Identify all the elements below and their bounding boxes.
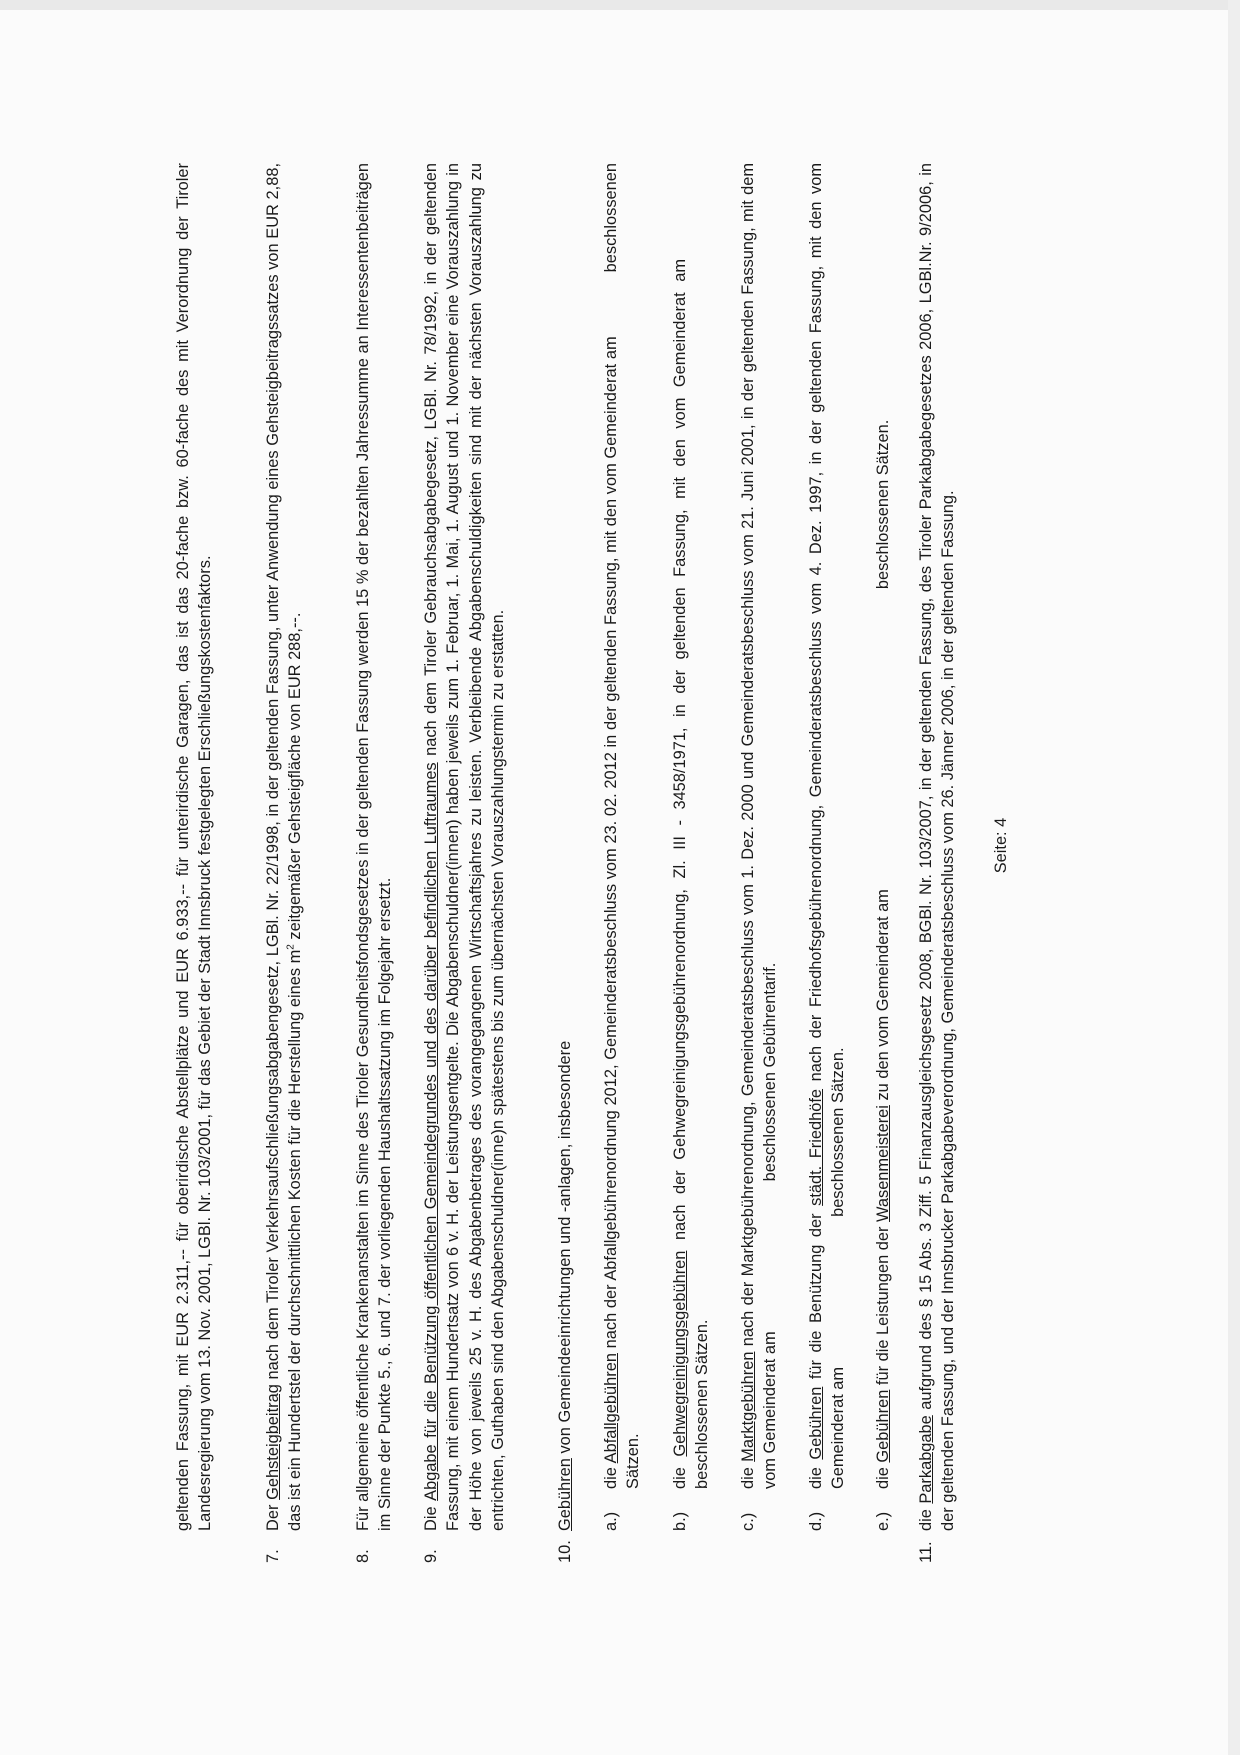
sub-tail: beschlossenen Sätzen. — [693, 1319, 712, 1489]
sub-tail: beschlossenen Gebührentarif. — [761, 962, 780, 1182]
underlined-term: städt. Friedhöfe — [807, 1088, 825, 1206]
underlined-term: Gehsteigbeitrag — [264, 1384, 282, 1500]
item-number: 10. — [556, 1540, 574, 1563]
sub-letter: d.) — [807, 1511, 825, 1531]
underlined-term: Marktgebühren — [739, 1351, 757, 1462]
underlined-term: Gebühren — [556, 1458, 574, 1531]
underlined-term: Wasenmeisterei — [874, 1105, 892, 1222]
item-text: die Parkabgabe aufgrund des § 15 Abs. 3 Ziff. 5 Finanzausgleichsgesetz 2008, BGBl. Nr. 103/2007, in der geltenden Fassung, des Tiroler Parkabgabegesetzes 2006, LGBl.Nr. 9/2006, in der geltenden Fassung, und der Innsbrucker Parkabgabeverordnung, Gemeinderatsbeschluss vom 26. Jänner 2006, in der geltenden Fassung. — [917, 163, 958, 1531]
sub-text: die Gehwegreinigungsgebühren nach der Gehwegreinigungsgebührenordnung, Zl. III - 3458/1971, in der geltenden Fassung, mit den vom Gemeinderat ambeschlossenen Sätzen. — [671, 259, 712, 1489]
sub-text: die Abfallgebühren nach der Abfallgebührenordnung 2012, Gemeinderatsbeschluss vom 23. 02. 2012 in der geltenden Fassung, mit den vom Gemeinderat ambeschlossenen Sätzen. — [602, 163, 643, 1489]
underlined-term: Abgabe für die Benützung öffentlichen Gemeindegrundes und des darüber befindlichen Luftraumes — [422, 762, 440, 1501]
scan-right-edge — [1228, 0, 1240, 1755]
item-text: Der Gehsteigbeitrag nach dem Tiroler Verkehrsaufschließungsabgabengesetz, LGBl. Nr. 22/1998, in der geltenden Fassung, unter Anwendung eines Gehsteigbeitragssatzes von EUR 2,88, das ist ein Hundertstel der durchschnittlichen Kosten für die Herstellung eines $m^2$ zeitgemäßer Gehsteigfläche von EUR 288,--. — [264, 162, 305, 1531]
item-number: 8. — [354, 1549, 372, 1563]
item-number: 11. — [917, 1541, 935, 1563]
sub-text: die Gebühren für die Benützung der städt. Friedhöfe nach der Friedhofsgebührenordnung, Gemeinderatsbeschluss vom 4. Dez. 1997, in der geltenden Fassung, mit den vom Gemeinderat ambeschlossenen Sätzen. — [807, 163, 848, 1489]
rotated-page-content — [172, 128, 1062, 1563]
sub-tail: beschlossenen Sätzen. — [602, 163, 643, 1489]
sub-letter: c.) — [739, 1512, 757, 1531]
sub-tail: beschlossenen Sätzen. — [874, 419, 892, 590]
underlined-term: Abfallgebühren — [602, 1353, 620, 1464]
underlined-term: Gehwegreinigungsgebühren — [671, 1250, 689, 1457]
sub-letter: b.) — [671, 1511, 689, 1531]
sub-text: die Gebühren für die Leistungen der Wasenmeisterei zu den vom Gemeinderat ambeschlossenen Sätzen. — [874, 419, 892, 1489]
sub-tail: beschlossenen Sätzen. — [829, 1047, 848, 1217]
page-number: Seite: 4 — [992, 817, 1010, 874]
underlined-term: Parkabgabe — [917, 1415, 935, 1504]
item-text: Für allgemeine öffentliche Krankenanstalten im Sinne des Tiroler Gesundheitsfondsgesetzes in der geltenden Fassung werden 15 % der bezahlten Jahressumme an Interessentenbeiträgen im Sinne der Punkte 5., 6. und 7. der vorliegenden Haushaltssatzung im Folgejahr ersetzt. — [354, 163, 395, 1531]
sub-letter: e.) — [874, 1511, 892, 1531]
underlined-term: Gebühren — [874, 1389, 892, 1463]
continuation-text: geltenden Fassung, mit EUR 2.311,-- für oberirdische Abstellplätze und EUR 6.933,-- für unterirdische Garagen, das ist das 20-fache bzw. 60-fache des mit Verordnung der Tiroler Landesregierung vom 13. Nov. 2001, LGBl. Nr. 103/2001, für das Gebiet der Stadt Innsbruck festgelegten Erschließungskostenfaktors. — [174, 163, 215, 1531]
item-number: 7. — [264, 1549, 282, 1563]
underlined-term: Gebühren — [807, 1386, 825, 1460]
item-text: Gebühren von Gemeindeeinrichtungen und -anlagen, insbesondere — [556, 1040, 574, 1531]
sub-text: die Marktgebühren nach der Marktgebührenordnung, Gemeinderatsbeschluss vom 1. Dez. 2000 und Gemeinderatsbeschluss vom 21. Juni 2001, in der geltenden Fassung, mit dem vom Gemeinderat ambeschlossenen Gebührentarif. — [739, 163, 780, 1489]
item-text: Die Abgabe für die Benützung öffentlichen Gemeindegrundes und des darüber befindlichen Luftraumes nach dem Tiroler Gebrauchsabgabegesetz, LGBl. Nr. 78/1992, in der geltenden Fassung, mit einem Hundertsatz von 6 v. H. der Leistungsentgelte. Die Abgabenschuldner(innen) haben jeweils zum 1. Februar, 1. Mai, 1. August und 1. November eine Vorauszahlung in der Höhe von jeweils 25 v. H. des Abgabenbetrages des vorangegangenen Wirtschaftsjahres zu leisten. Verbleibende Abgabenschuldigkeiten sind mit der nächsten Vorauszahlung zu entrichten, Guthaben sind den Abgabenschuldner(inne)n spätestens bis zum übernächsten Vorauszahlungstermin zu erstatten. — [422, 163, 508, 1531]
item-number: 9. — [422, 1549, 440, 1563]
sub-letter: a.) — [602, 1511, 620, 1531]
scan-top-edge — [0, 0, 1240, 10]
